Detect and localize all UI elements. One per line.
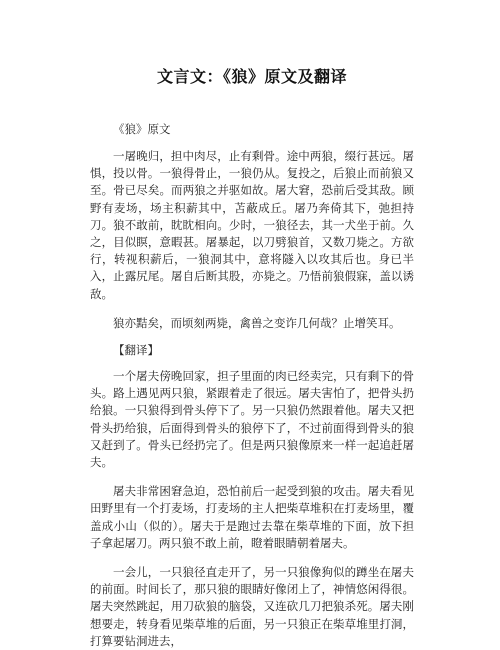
- translation-label: 【翻译】: [113, 343, 159, 358]
- original-text-label: 《狼》原文: [113, 122, 171, 136]
- original-paragraph-1: 一屠晚归，担中肉尽，止有剩骨。途中两狼，缀行甚远。屠惧，投以骨。一狼得骨止，一狼仍从。复投之，后狼止而前狼又至。骨已尽矣。而两狼之并驱如故。屠大窘，恐前后受其敌。顾野有麦场，场主积薪其中，苫蔽成丘。屠乃奔倚其下，弛担持刀。狼不敢前，眈眈相向。少时，一狼径去，其一犬坐于前。久之，目似瞑，意暇甚。屠暴起，以刀劈狼首，又数刀毙之。方欲行，转视积薪后，一狼洞其中，意将隧入以攻其后也。身已半入，止露尻尾。屠自后断其股，亦毙之。乃悟前狼假寐，盖以诱敌。: [90, 149, 414, 301]
- translation-paragraph-1: 一个屠夫傍晚回家，担子里面的肉已经卖完，只有剩下的骨头。路上遇见两只狼，紧跟着走了很远。屠夫害怕了，把骨头扔给狼。一只狼得到骨头停下了。另一只狼仍然跟着他。屠夫又把骨头扔给狼，后面得到骨头的狼停下了，不过前面得到骨头的狼又赶到了。骨头已经扔完了。但是两只狼像原来一样一起追赶屠夫。: [90, 369, 414, 470]
- original-paragraph-2: 狼亦黠矣，而顷刻两毙，禽兽之变诈几何哉？止增笑耳。: [113, 315, 401, 330]
- translation-paragraph-3: 一会儿，一只狼径直走开了，另一只狼像狗似的蹲坐在屠夫的前面。时间长了，那只狼的眼睛好像闭上了，神情悠闲得很。屠夫突然跳起，用刀砍狼的脑袋，又连砍几刀把狼杀死。屠夫刚想要走，转身看见柴草堆的后面，另一只狼正在柴草堆里打洞，打算要钻洞进去，: [90, 565, 414, 648]
- translation-paragraph-2: 屠夫非常困窘急迫，恐怕前后一起受到狼的攻击。屠夫看见田野里有一个打麦场，打麦场的主人把柴草堆积在打麦场里，覆盖成小山（似的）。屠夫于是跑过去靠在柴草堆的下面，放下担子拿起屠刀。两只狼不敢上前，瞪着眼睛朝着屠夫。: [90, 484, 414, 550]
- document-title: 文言文：《狼》原文及翻译: [156, 67, 347, 86]
